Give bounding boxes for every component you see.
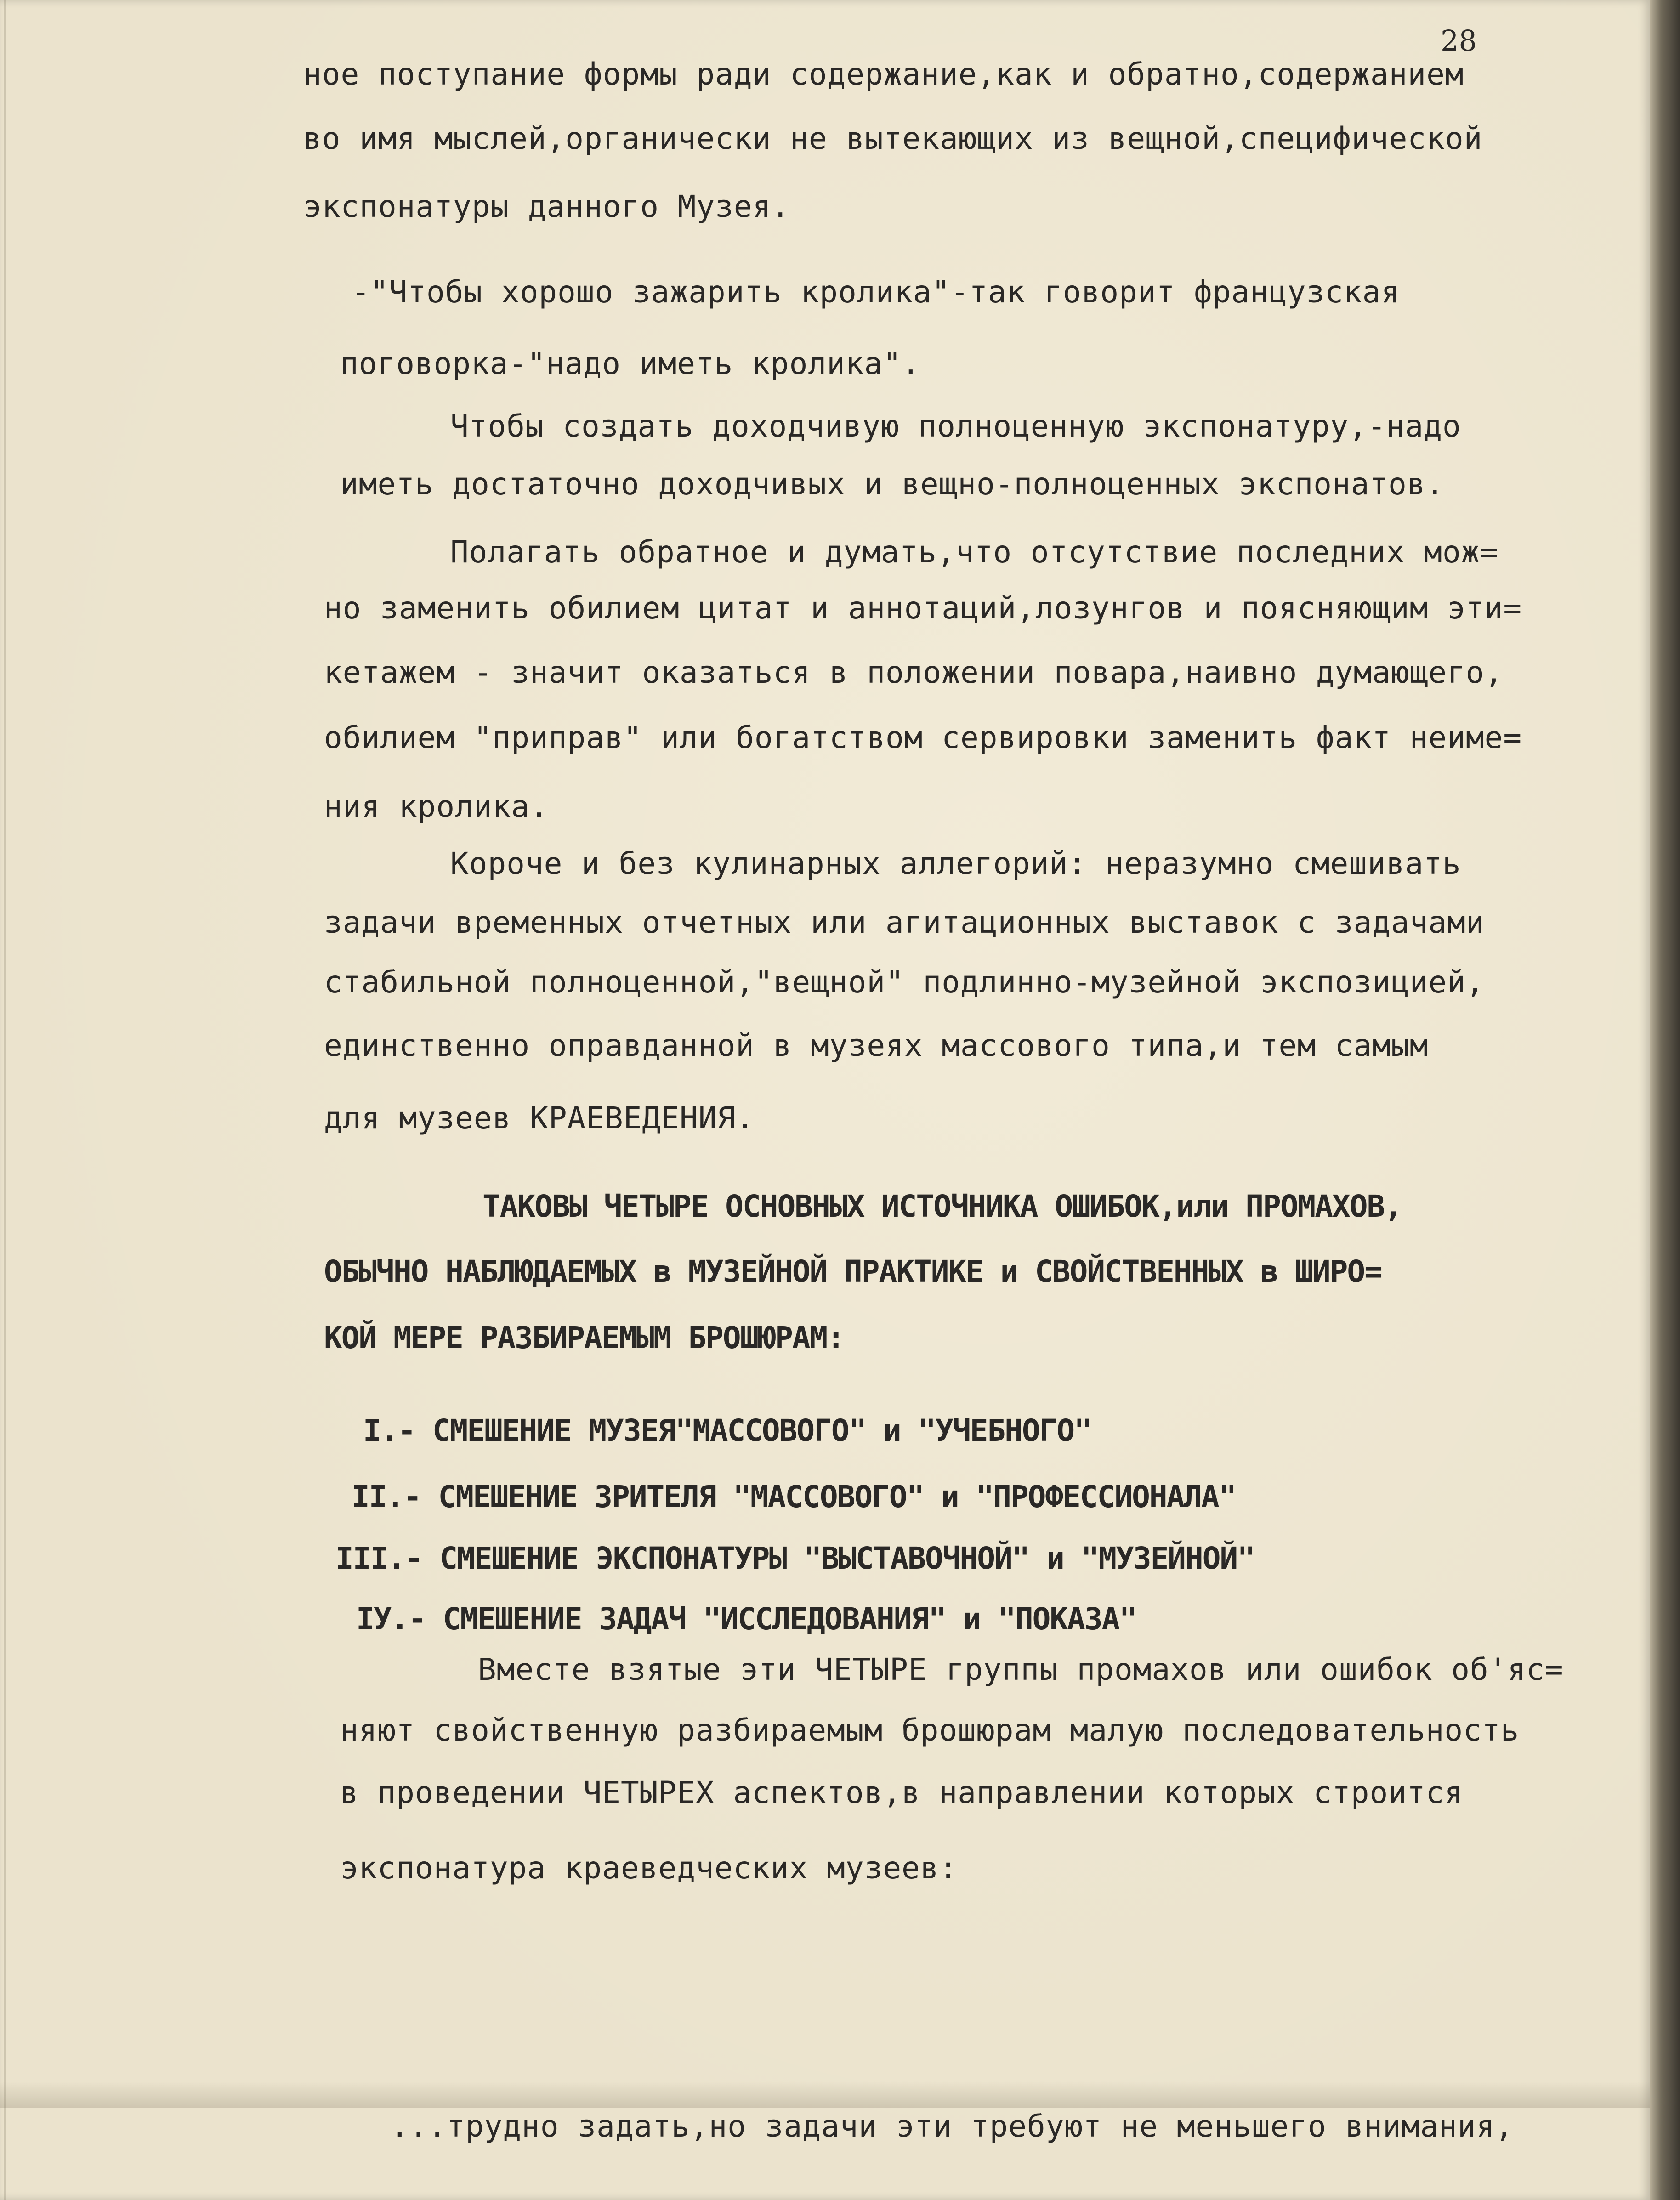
- text-line: -"Чтобы хорошо зажарить кролика"-так говорит французская: [352, 274, 1400, 310]
- text-line: Короче и без кулинарных аллегорий: неразумно смешивать: [450, 846, 1461, 881]
- text-line: Полагать обратное и думать,что отсутствие последних мож=: [450, 534, 1499, 570]
- text-line: обилием "приправ" или богатством сервировки заменить факт неиме=: [324, 720, 1522, 755]
- text-line: КОЙ МЕРЕ РАЗБИРАЕМЫМ БРОШЮРАМ:: [324, 1320, 845, 1355]
- next-page-overlap: [0, 2081, 1650, 2200]
- page-fold-shadow: [0, 2081, 1650, 2108]
- text-line: няют свойственную разбираемым брошюрам малую последовательность: [340, 1712, 1520, 1748]
- text-line: Вместе взятые эти ЧЕТЫРЕ группы промахов или ошибок об'яс=: [478, 1652, 1564, 1687]
- text-line: ния кролика.: [324, 789, 549, 824]
- text-line: иметь достаточно доходчивых и вещно-полноценных экспонатов.: [340, 466, 1445, 502]
- page-margin-line: [4, 0, 6, 2200]
- page-number: 28: [1441, 24, 1477, 57]
- text-line: в проведении ЧЕТЫРЕХ аспектов,в направлении которых строится: [340, 1775, 1464, 1810]
- text-line: стабильной полноценной,"вещной" подлинно-музейной экспозицией,: [324, 964, 1485, 1000]
- text-line: поговорка-"надо иметь кролика".: [340, 346, 920, 381]
- page-edge: [1650, 0, 1680, 2200]
- list-item: IУ.- СМЕШЕНИЕ ЗАДАЧ "ИССЛЕДОВАНИЯ" и "ПОКАЗА": [356, 1601, 1137, 1637]
- text-line: единственно оправданной в музеях массового типа,и тем самым: [324, 1028, 1429, 1063]
- text-line: задачи временных отчетных или агитационных выставок с задачами: [324, 905, 1485, 940]
- text-line: ТАКОВЫ ЧЕТЫРЕ ОСНОВНЫХ ИСТОЧНИКА ОШИБОК,или ПРОМАХОВ,: [482, 1189, 1402, 1224]
- list-item: III.- СМЕШЕНИЕ ЭКСПОНАТУРЫ "ВЫСТАВОЧНОЙ" и "МУЗЕЙНОЙ": [335, 1541, 1254, 1576]
- text-line: ное поступание формы ради содержание,как и обратно,содержанием: [303, 57, 1464, 92]
- text-line: ОБЫЧНО НАБЛЮДАЕМЫХ в МУЗЕЙНОЙ ПРАКТИКЕ и СВОЙСТВЕННЫХ в ШИРО=: [324, 1254, 1382, 1289]
- text-line: Чтобы создать доходчивую полноценную экспонатуру,-надо: [450, 408, 1461, 444]
- text-line: для музеев КРАЕВЕДЕНИЯ.: [324, 1100, 755, 1136]
- text-line: во имя мыслей,органически не вытекающих из вещной,специфической: [303, 121, 1483, 156]
- text-line: ...трудно задать,но задачи эти требуют не меньшего внимания,: [391, 2109, 1514, 2144]
- list-item: I.- СМЕШЕНИЕ МУЗЕЯ"МАССОВОГО" и "УЧЕБНОГО": [363, 1413, 1091, 1448]
- text-line: экспонатуры данного Музея.: [303, 189, 790, 224]
- text-line: но заменить обилием цитат и аннотаций,лозунгов и поясняющим эти=: [324, 590, 1522, 626]
- text-line: кетажем - значит оказаться в положении повара,наивно думающего,: [324, 655, 1504, 690]
- text-line: экспонатура краеведческих музеев:: [340, 1850, 958, 1886]
- list-item: II.- СМЕШЕНИЕ ЗРИТЕЛЯ "МАССОВОГО" и "ПРОФЕССИОНАЛА": [352, 1479, 1236, 1514]
